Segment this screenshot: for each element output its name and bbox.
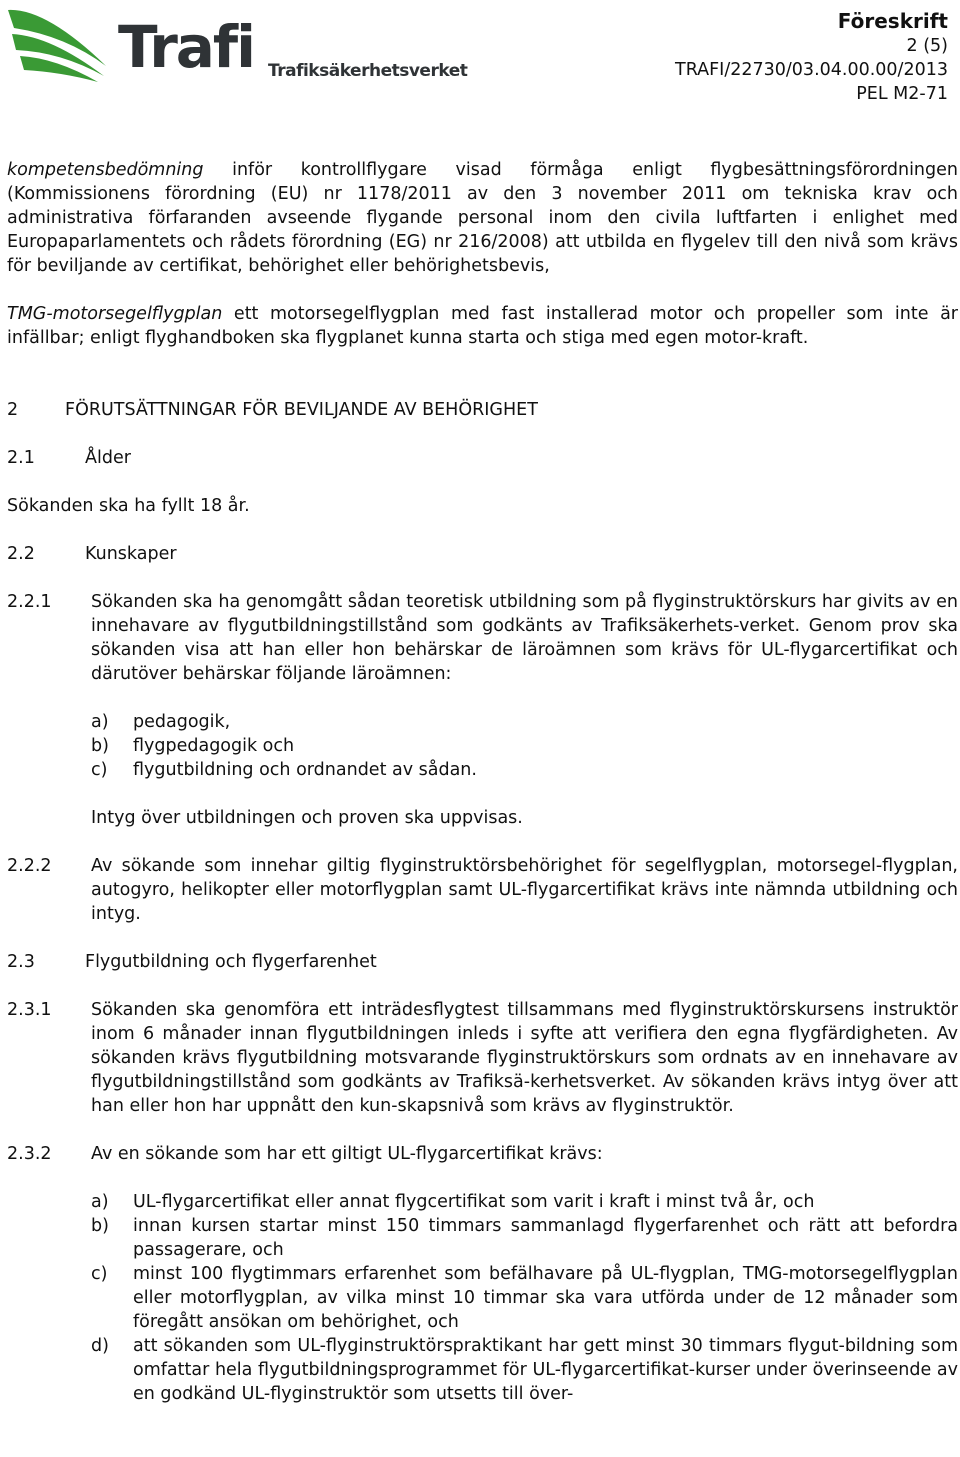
section-title: Ålder bbox=[85, 448, 131, 468]
document-header-info bbox=[675, 8, 948, 106]
list-item: d) att sökanden som UL-flyginstruktörspraktikant har gett minst 30 timmars flygut-bildning som omfattar hela flygutbildningsprogrammet för UL-flygarcertifikat-kurser under överinseende av en godkänd UL-flyginstruktör som utsetts till över- bbox=[91, 1336, 958, 1404]
section-number: 2.1 bbox=[7, 448, 35, 468]
definition-term: kompetensbedömning bbox=[7, 160, 204, 180]
definition-tmg bbox=[7, 302, 958, 350]
trafi-logo bbox=[6, 6, 118, 89]
regulation-code: PEL M2-71 bbox=[856, 84, 948, 104]
reference-number: TRAFI/22730/03.04.00.00/2013 bbox=[675, 60, 948, 80]
section-number: 2 bbox=[7, 400, 19, 420]
logo-wordmark: Trafi bbox=[118, 13, 255, 81]
page-number: 2 (5) bbox=[906, 36, 948, 56]
subjects-list bbox=[91, 710, 958, 782]
section-number: 2.3 bbox=[7, 952, 35, 972]
document-type: Föreskrift bbox=[837, 9, 948, 33]
list-item: c) minst 100 flygtimmars erfarenhet som befälhavare på UL-flygplan, TMG-motorsegelflygplan eller motorflygplan, av vilka minst 10 timmar ska vara utförda under de 12 månader som föregått ansökan om behörighet, och bbox=[91, 1264, 958, 1332]
definition-text: ett motorsegelflygplan med fast installerad motor och propeller som inte är infällbar; enligt flyghandboken ska flygplanet kunna starta och stiga med egen motor-kraft. bbox=[7, 304, 958, 348]
certificate-note: Intyg över utbildningen och proven ska uppvisas. bbox=[91, 808, 523, 828]
subsection-heading-2-2 bbox=[7, 542, 958, 566]
definition-text: inför kontrollflygare visad förmåga enligt flygbesättningsförordningen (Kommissionens förordning (EU) nr 1178/2011 av den 3 november 2011 om tekniska krav och administrativa förfaranden avseende flygande personal inom den civila luftfarten i enlighet med Europaparlamentets och rådets förordning (EG) nr 216/2008) att utbilda en flygelev till den nivå som krävs för beviljande av certifikat, behörighet eller behörighetsbevis, bbox=[7, 160, 958, 276]
subsection-heading-2-1 bbox=[7, 446, 958, 470]
section-title: Kunskaper bbox=[85, 544, 177, 564]
requirements-list bbox=[91, 1190, 958, 1406]
list-item: a) UL-flygarcertifikat eller annat flygcertifikat som varit i kraft i minst två år, och bbox=[91, 1192, 815, 1212]
wing-logo-icon bbox=[6, 6, 118, 84]
paragraph-2-2-2 bbox=[7, 854, 958, 926]
section-number: 2.2 bbox=[7, 544, 35, 564]
logo-agency-name: Trafiksäkerhetsverket bbox=[268, 61, 468, 81]
paragraph-text: Av en sökande som har ett giltigt UL-flygarcertifikat krävs: bbox=[91, 1144, 603, 1164]
paragraph-number: 2.2.1 bbox=[7, 592, 52, 612]
list-item: b) flygpedagogik och bbox=[91, 736, 295, 756]
subsection-heading-2-3 bbox=[7, 950, 958, 974]
paragraph-text: Sökanden ska genomföra ett inträdesflygtest tillsammans med flyginstruktörskursens instruktör inom 6 månader innan flygutbildningen inleds i syfte att verifiera den egna flygfärdigheten. Av sökanden krävs flygutbildning motsvarande flyginstruktörskurs som ordnats av en innehavare av flygutbildningstillstånd som godkänts av Trafiksä-kerhetsverket. Av sökanden krävs intyg över att han eller hon har uppnått den kun-skapsnivå som krävs av flyginstruktör. bbox=[91, 1000, 958, 1116]
paragraph-number: 2.2.2 bbox=[7, 856, 52, 876]
document-body bbox=[7, 158, 958, 1406]
paragraph-2-3-2 bbox=[7, 1142, 958, 1166]
paragraph-2-3-1 bbox=[7, 998, 958, 1118]
age-requirement: Sökanden ska ha fyllt 18 år. bbox=[7, 496, 250, 516]
definition-competence bbox=[7, 158, 958, 278]
paragraph-text: Sökanden ska ha genomgått sådan teoretisk utbildning som på flyginstruktörskurs har givits av en innehavare av flygutbildningstillstånd som godkänts av Trafiksäkerhets-verket. Genom prov ska sökanden visa att han eller hon behärskar de läroämnen som krävs för UL-flygarcertifikat och därutöver behärskar följande läroämnen: bbox=[91, 592, 958, 684]
paragraph-2-2-1 bbox=[7, 590, 958, 686]
list-item: c) flygutbildning och ordnandet av sådan. bbox=[91, 760, 477, 780]
paragraph-number: 2.3.2 bbox=[7, 1144, 52, 1164]
definition-term: TMG-motorsegelflygplan bbox=[7, 304, 223, 324]
section-heading-2 bbox=[7, 398, 958, 422]
list-item: a) pedagogik, bbox=[91, 712, 231, 732]
paragraph-text: Av sökande som innehar giltig flyginstruktörsbehörighet för segelflygplan, motorsegel-flygplan, autogyro, helikopter eller motorflygplan samt UL-flygarcertifikat krävs inte nämnda utbildning och intyg. bbox=[91, 856, 958, 924]
section-title: FÖRUTSÄTTNINGAR FÖR BEVILJANDE AV BEHÖRIGHET bbox=[65, 400, 538, 420]
paragraph-number: 2.3.1 bbox=[7, 1000, 52, 1020]
list-item: b) innan kursen startar minst 150 timmars sammanlagd flygerfarenhet och rätt att befordra passagerare, och bbox=[91, 1216, 958, 1260]
section-title: Flygutbildning och flygerfarenhet bbox=[85, 952, 377, 972]
